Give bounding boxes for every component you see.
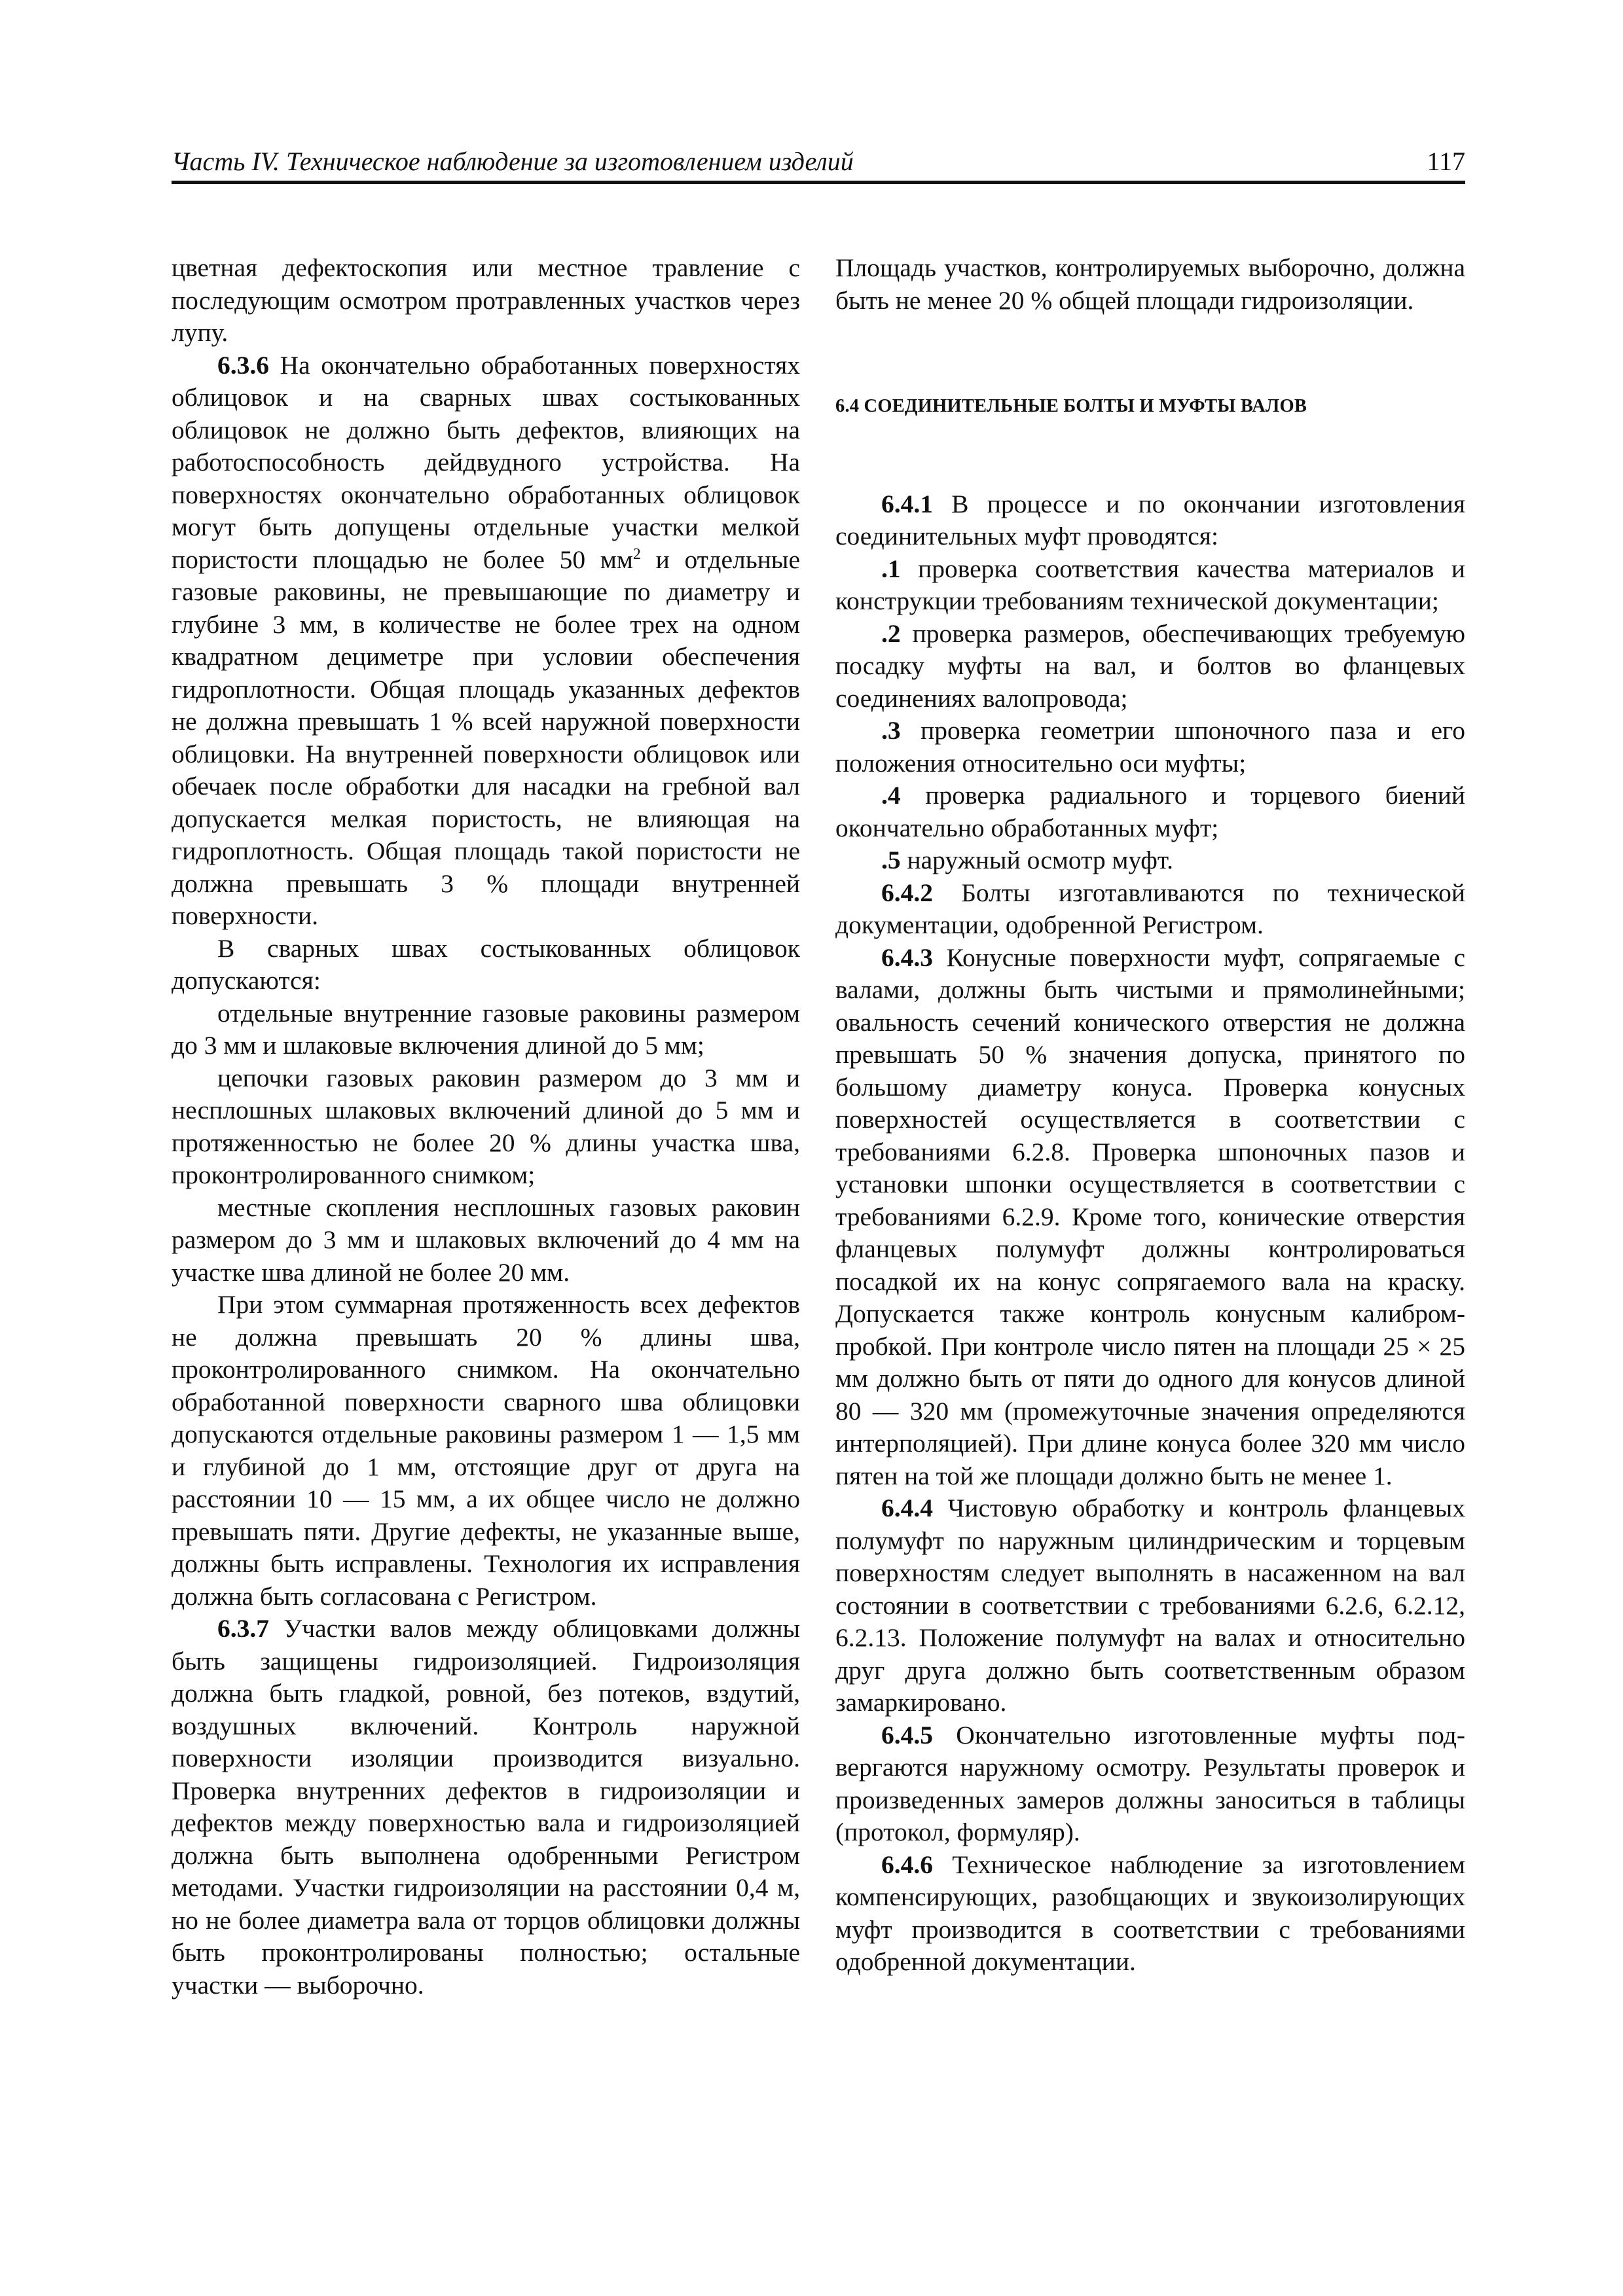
paragraph-text: Конусные поверхности муфт, сопрягаемые с валами, должны быть чистыми и прямолинейными; овальность сечений конического отверстия не должна превышать 50 % значения допуска, принятого по большому диаметру конуса. Проверка конусных поверхностей осуществляется в соответствии с требованиями 6.2.8. Проверка шпоночных пазов и установки шпонки осуществляется в соответствии с требованиями 6.2.9. Кроме того, конические отверстия фланцевых полумуфт должны контролироваться посадкой их на конус сопрягаемого вала на краску. Допускается также контроль конусным калибром-пробкой. При контроле число пятен на площади 25 × 25 мм должно быть от пяти до одного для конусов длиной 80 — 320 мм (промежуточные значения определяются интерполяцией). При длине конуса более 320 мм число пятен на той же площади должно быть не менее 1. [835, 942, 1465, 1490]
paragraph-6-4-2 [835, 877, 1465, 942]
header-title: Часть IV. Техническое наблюдение за изготовлением изделий [172, 147, 854, 176]
item-number: .4 [881, 781, 901, 810]
list-item-4 [835, 780, 1465, 844]
list-item-3 [835, 715, 1465, 780]
paragraph: Площадь участков, контролируемых выборочно, должна быть не менее 20 % общей площади гидроизоляции. [835, 253, 1465, 315]
clause-number: 6.4.1 [881, 489, 933, 518]
paragraph-text: Техническое наблюдение за изготовлением компенсирующих, разобщающих и звукоизолирующих муфт производится в соответствии с требованиями одобренной документации. [835, 1850, 1465, 1976]
paragraph-text: Чистовую обработку и контроль фланцевых полумуфт по наружным цилиндрическим и торцевым поверхностям следует выполнять в насаженном на вал состоянии в соответствии с требованиями 6.2.6, 6.2.12, 6.2.13. Положение полумуфт на валах и относительно друг друга должно быть соответственным образом замаркировано. [835, 1494, 1465, 1717]
item-number: .5 [881, 846, 901, 874]
paragraph-6-3-7 [172, 1613, 800, 2001]
paragraph-text: На окончательно обработанных поверхностях облицовок и на сварных швах состыкованных облицовок не должно быть дефектов, влияющих на работоспособность дейдвудного устройства. На поверхностях окончательно обработанных облицовок могут быть допущены отдельные участки мелкой пористости площадью не более 50 мм [172, 350, 800, 574]
paragraph: цветная дефектоскопия или местное травление с последующим осмотром протравленных участков через лупу. [172, 253, 800, 347]
list-item: цепочки газовых раковин размером до 3 мм и несплошных шлаковых включений длиной до 5 мм и протяженностью не более 20 % длины участка шва, проконтролированного снимком; [172, 1063, 800, 1189]
paragraph-6-4-4 [835, 1492, 1465, 1719]
item-text: проверка радиального и торцевого биений окончательно обработанных муфт; [835, 781, 1465, 842]
clause-number: 6.3.7 [217, 1614, 269, 1643]
section-heading: 6.4 СОЕДИНИТЕЛЬНЫЕ БОЛТЫ И МУФТЫ ВАЛОВ [835, 396, 1307, 416]
paragraph-6-4-3 [835, 942, 1465, 1493]
clause-number: 6.4.2 [881, 878, 933, 907]
clause-number: 6.4.4 [881, 1494, 933, 1522]
running-header [172, 141, 1465, 184]
clause-number: 6.4.6 [881, 1850, 933, 1879]
clause-number: 6.4.5 [881, 1720, 933, 1749]
paragraph-6-4-5 [835, 1719, 1465, 1849]
page-number: 117 [1427, 147, 1465, 176]
paragraph-text: Участки валов между облицовками должны быть защищены гидроизоляцией. Гидроизоляция должна быть гладкой, ровной, без потеков, вздутий, воздушных включений. Контроль наружной поверхности изоляции производится визуально. Проверка внутренних дефектов в гидроизоляции и дефектов между поверхностью вала и гидроизоляцией должна быть выполнена одобренными Регистром методами. Участки гидроизоляции на расстоянии 0,4 м, но не более диаметра вала от торцов облицовки должны быть проконтролированы полностью; остальные участки — выборочно. [172, 1614, 800, 2000]
item-number: .3 [881, 716, 901, 745]
paragraph: При этом суммарная протяженность всех дефектов не должна превышать 20 % длины шва, проконтролированного снимком. На окончательно обработанной поверхности сварного шва облицовки допускаются отдельные раковины размером 1 — 1,5 мм и глубиной до 1 мм, отстоящие друг от друга на расстоянии 10 — 15 мм, а их общее число не должно превышать пяти. Другие дефекты, не указанные выше, должны быть исправлены. Технология их исправления должна быть согласована с Регистром. [172, 1290, 800, 1611]
paragraph: В сварных швах состыкованных облицовок допускаются: [172, 933, 800, 995]
item-number: .1 [881, 554, 901, 583]
clause-number: 6.4.3 [881, 942, 933, 972]
paragraph-6-3-6 [172, 350, 800, 933]
list-item-5 [835, 844, 1465, 877]
left-column [172, 252, 800, 2001]
item-text: проверка размеров, обеспечивающих требуемую посадку муфты на вал, и болтов во фланцевых соединениях валопровода; [835, 619, 1465, 713]
paragraph-text: Окончательно изготовленные муфты подвергаются наружному осмотру. Результаты проверок и произведенных замеров должны заноситься в таблицы (протокол, формуляр). [835, 1720, 1465, 1846]
paragraph-text: и отдельные газовые раковины, не превышающие по диаметру и глубине 3 мм, в количестве не более трех на одном квадратном дециметре при условии обеспечения гидроплотности. Общая площадь указанных дефектов не должна превышать 1 % всей наружной поверхности облицовки. На внутренней поверхности облицовок или обечаек после обработки для насадки на гребной вал допускается мелкая пористость, не влияющая на гидроплотность. Общая площадь такой пористости не должна превышать 3 % площади внутренней поверхности. [172, 545, 800, 930]
list-item-2 [835, 618, 1465, 715]
item-text: наружный осмотр муфт. [900, 846, 1173, 874]
list-item-1 [835, 553, 1465, 618]
item-number: .2 [881, 619, 901, 648]
superscript: 2 [632, 545, 641, 563]
list-item: отдельные внутренние газовые раковины размером до 3 мм и шлаковые включения длиной до 5 мм; [172, 998, 800, 1060]
item-text: проверка соответствия качества материалов и конструкции требованиям технической документации; [835, 554, 1465, 615]
paragraph-6-4-1 [835, 488, 1465, 553]
clause-number: 6.3.6 [217, 350, 269, 380]
list-item: местные скопления несплошных газовых раковин размером до 3 мм и шлаковых включений до 4 мм на участке шва длиной не более 20 мм. [172, 1193, 800, 1287]
paragraph-6-4-6 [835, 1849, 1465, 1979]
item-text: проверка геометрии шпоночного паза и его положения относительно оси муфты; [835, 716, 1465, 778]
paragraph-text: В процессе и по окончании изготовления соединительных муфт проводятся: [835, 489, 1465, 550]
right-column [835, 252, 1465, 1979]
paragraph-text: Болты изготавливаются по технической документации, одобренной Регистром. [835, 878, 1465, 939]
